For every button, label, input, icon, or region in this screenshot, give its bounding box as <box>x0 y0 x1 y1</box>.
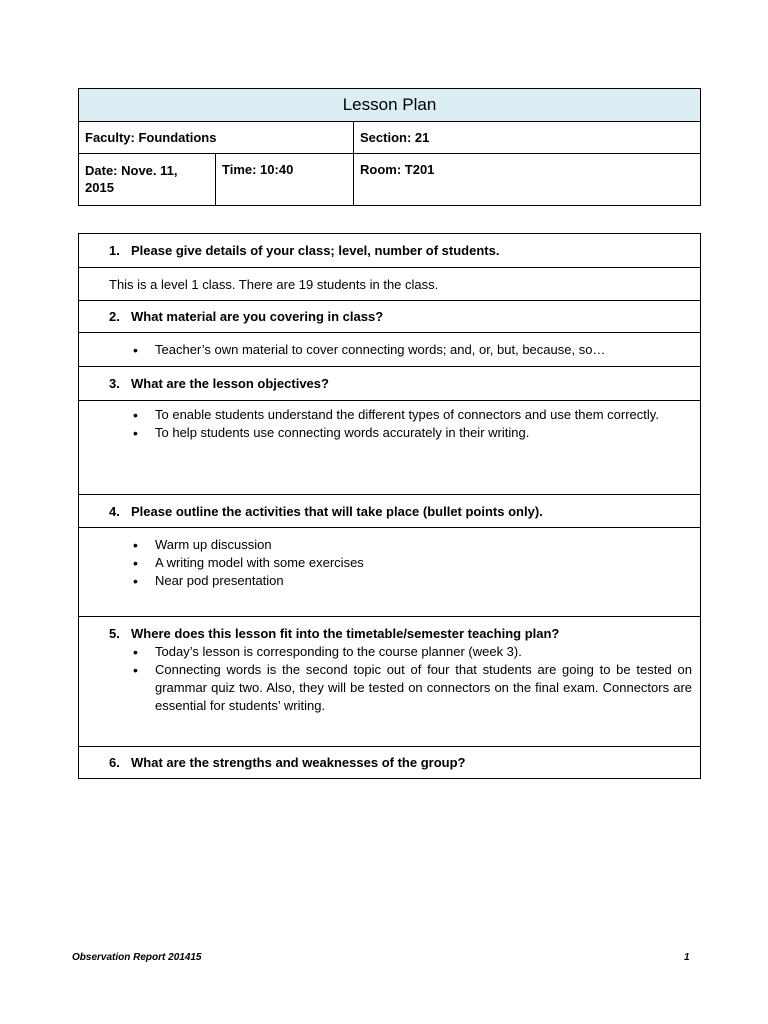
list-item: • Near pod presentation <box>155 572 692 590</box>
question-text: Please outline the activities that will take place (bullet points only). <box>131 503 543 519</box>
answer-1 <box>79 268 701 301</box>
question-number: 2. <box>109 309 120 324</box>
date-field <box>79 154 216 206</box>
question-4 <box>79 495 701 528</box>
question-number: 6. <box>109 755 120 770</box>
question-5 <box>79 617 701 747</box>
time-field: Time: 10:40 <box>216 154 354 206</box>
footer-report-title: Observation Report 201415 <box>72 952 202 963</box>
question-text: What material are you covering in class? <box>131 309 384 324</box>
room-field: Room: T201 <box>354 154 701 206</box>
answer-text: This is a level 1 class. There are 19 students in the class. <box>109 276 439 292</box>
lesson-plan-title: Lesson Plan <box>79 89 701 122</box>
question-number: 3. <box>109 376 120 391</box>
list-item: • To help students use connecting words accurately in their writing. <box>155 424 692 442</box>
question-2 <box>79 301 701 333</box>
question-6 <box>79 747 701 779</box>
list-item: • Warm up discussion <box>155 536 692 554</box>
section-field: Section: 21 <box>354 122 701 154</box>
question-1 <box>79 234 701 268</box>
question-text: Where does this lesson fit into the timetable/semester teaching plan? <box>131 626 560 641</box>
question-3 <box>79 367 701 401</box>
question-number: 1. <box>109 243 120 258</box>
list-item: • To enable students understand the different types of connectors and use them correctly. <box>155 406 692 424</box>
question-number: 5. <box>109 626 120 641</box>
questions-table <box>78 233 701 779</box>
list-item: • Connecting words is the second topic out of four that students are going to be tested on grammar quiz two. Also, they will be tested on connectors on the final exam. Connectors are essential for students’ writing. <box>155 661 692 715</box>
lesson-plan-header-table <box>78 88 701 206</box>
answer-2 <box>79 333 701 367</box>
date-line1: Date: Nove. 11, <box>85 163 178 178</box>
question-text: What are the lesson objectives? <box>131 376 329 391</box>
answer-4 <box>79 528 701 617</box>
list-item: • Today’s lesson is corresponding to the course planner (week 3). <box>155 643 692 661</box>
question-text: What are the strengths and weaknesses of the group? <box>131 755 466 770</box>
faculty-field: Faculty: Foundations <box>79 122 354 154</box>
question-number: 4. <box>109 503 120 519</box>
footer-page-number: 1 <box>684 952 690 963</box>
answer-3 <box>79 401 701 495</box>
date-line2: 2015 <box>85 180 114 195</box>
question-text: Please give details of your class; level, number of students. <box>131 243 500 258</box>
list-item: • A writing model with some exercises <box>155 554 692 572</box>
list-item: • Teacher’s own material to cover connecting words; and, or, but, because, so… <box>155 341 692 359</box>
